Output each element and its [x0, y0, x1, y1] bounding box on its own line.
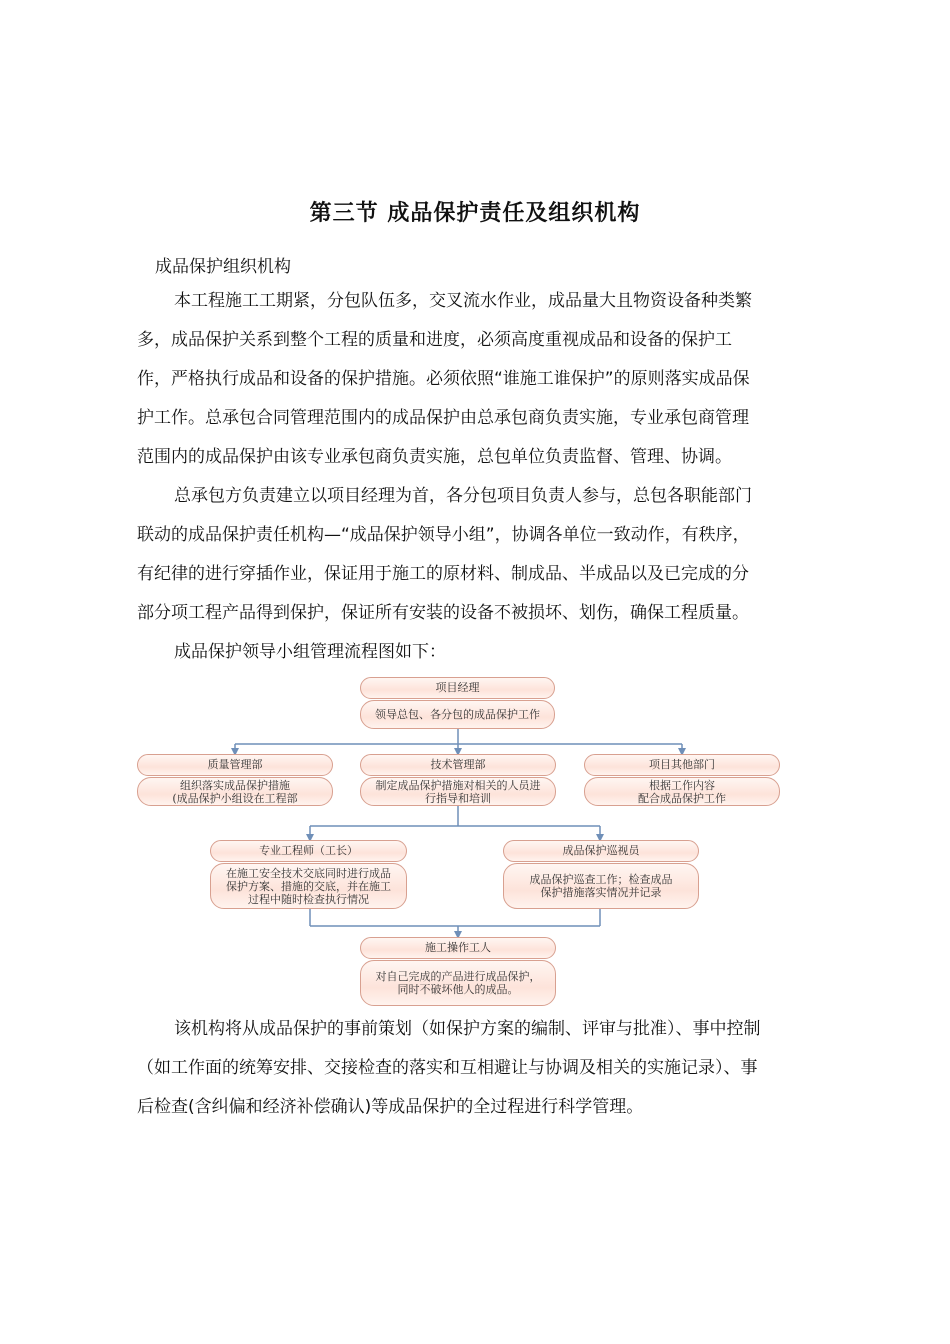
- node-title: 质量管理部: [137, 754, 333, 776]
- paragraph-3: [137, 633, 837, 672]
- node-title: 技术管理部: [360, 754, 556, 776]
- node-desc: 成品保护巡查工作；检查成品: [529, 873, 673, 886]
- node-desc: 行指导和培训: [425, 791, 491, 805]
- node-title: 施工操作工人: [360, 937, 556, 959]
- node-desc: 领导总包、各分包的成品保护工作: [375, 708, 540, 721]
- node-desc: 过程中随时检查执行情况: [248, 892, 369, 906]
- node-desc: 根据工作内容: [649, 778, 715, 792]
- node-desc: 配合成品保护工作: [638, 791, 726, 805]
- paragraph-line: 范围内的成品保护由该专业承包商负责实施，总包单位负责监督、管理、协调。: [137, 447, 732, 467]
- node-desc: 制定成品保护措施对相关的人员进: [375, 778, 541, 792]
- node-project-manager: [360, 677, 555, 729]
- paragraph-4: [137, 1010, 837, 1127]
- node-other-dept: [584, 754, 780, 806]
- node-desc: 同时不破坏他人的成品。: [397, 983, 519, 996]
- paragraph-line: 联动的成品保护责任机构—“成品保护领导小组”，协调各单位一致动作，有秩序，: [137, 525, 750, 545]
- paragraph-line: 本工程施工工期紧，分包队伍多，交叉流水作业，成品量大且物资设备种类繁: [174, 291, 752, 311]
- paragraph-2: [137, 477, 837, 633]
- node-desc: 在施工安全技术交底同时进行成品: [226, 866, 391, 880]
- paragraph-line: 成品保护领导小组管理流程图如下：: [174, 642, 446, 662]
- node-patrol-inspector: [503, 840, 699, 909]
- paragraph-1: [137, 282, 837, 477]
- node-desc: 对自己完成的产品进行成品保护，: [375, 970, 541, 983]
- section-title: 第三节 成品保护责任及组织机构: [309, 201, 641, 226]
- paragraph-line: 部分项工程产品得到保护，保证所有安装的设备不被损坏、划伤，确保工程质量。: [137, 603, 749, 623]
- paragraph-line: （如工作面的统筹安排、交接检查的落实和互相避让与协调及相关的实施记录）、事: [137, 1058, 758, 1078]
- paragraph-line: 护工作。总承包合同管理范围内的成品保护由总承包商负责实施，专业承包商管理: [137, 408, 749, 428]
- node-title: 项目其他部门: [584, 754, 780, 776]
- node-desc: 组织落实成品保护措施: [180, 778, 290, 792]
- paragraph-line: 该机构将从成品保护的事前策划（如保护方案的编制、评审与批准）、事中控制: [174, 1019, 761, 1039]
- node-title: 专业工程师（工长）: [210, 840, 407, 862]
- subheading: 成品保护组织机构: [155, 257, 291, 277]
- node-desc: 保护措施落实情况并记录: [540, 886, 662, 899]
- paragraph-line: 作，严格执行成品和设备的保护措施。必须依照“谁施工谁保护”的原则落实成品保: [137, 369, 750, 389]
- node-tech-dept: [360, 754, 556, 806]
- node-quality-dept: [137, 754, 333, 806]
- node-desc: (成品保护小组设在工程部: [172, 791, 298, 805]
- paragraph-line: 有纪律的进行穿插作业，保证用于施工的原材料、制成品、半成品以及已完成的分: [137, 564, 749, 584]
- paragraph-line: 后检查(含纠偏和经济补偿确认)等成品保护的全过程进行科学管理。: [137, 1097, 644, 1117]
- paragraph-line: 总承包方负责建立以项目经理为首，各分包项目负责人参与，总包各职能部门: [174, 486, 752, 506]
- node-title: 项目经理: [360, 677, 555, 699]
- paragraph-line: 多，成品保护关系到整个工程的质量和进度，必须高度重视成品和设备的保护工: [137, 330, 732, 350]
- node-desc: 保护方案、措施的交底，并在施工: [226, 879, 391, 893]
- node-specialist-engineer: [210, 840, 407, 909]
- node-title: 成品保护巡视员: [503, 840, 699, 862]
- node-construction-worker: [360, 937, 556, 1006]
